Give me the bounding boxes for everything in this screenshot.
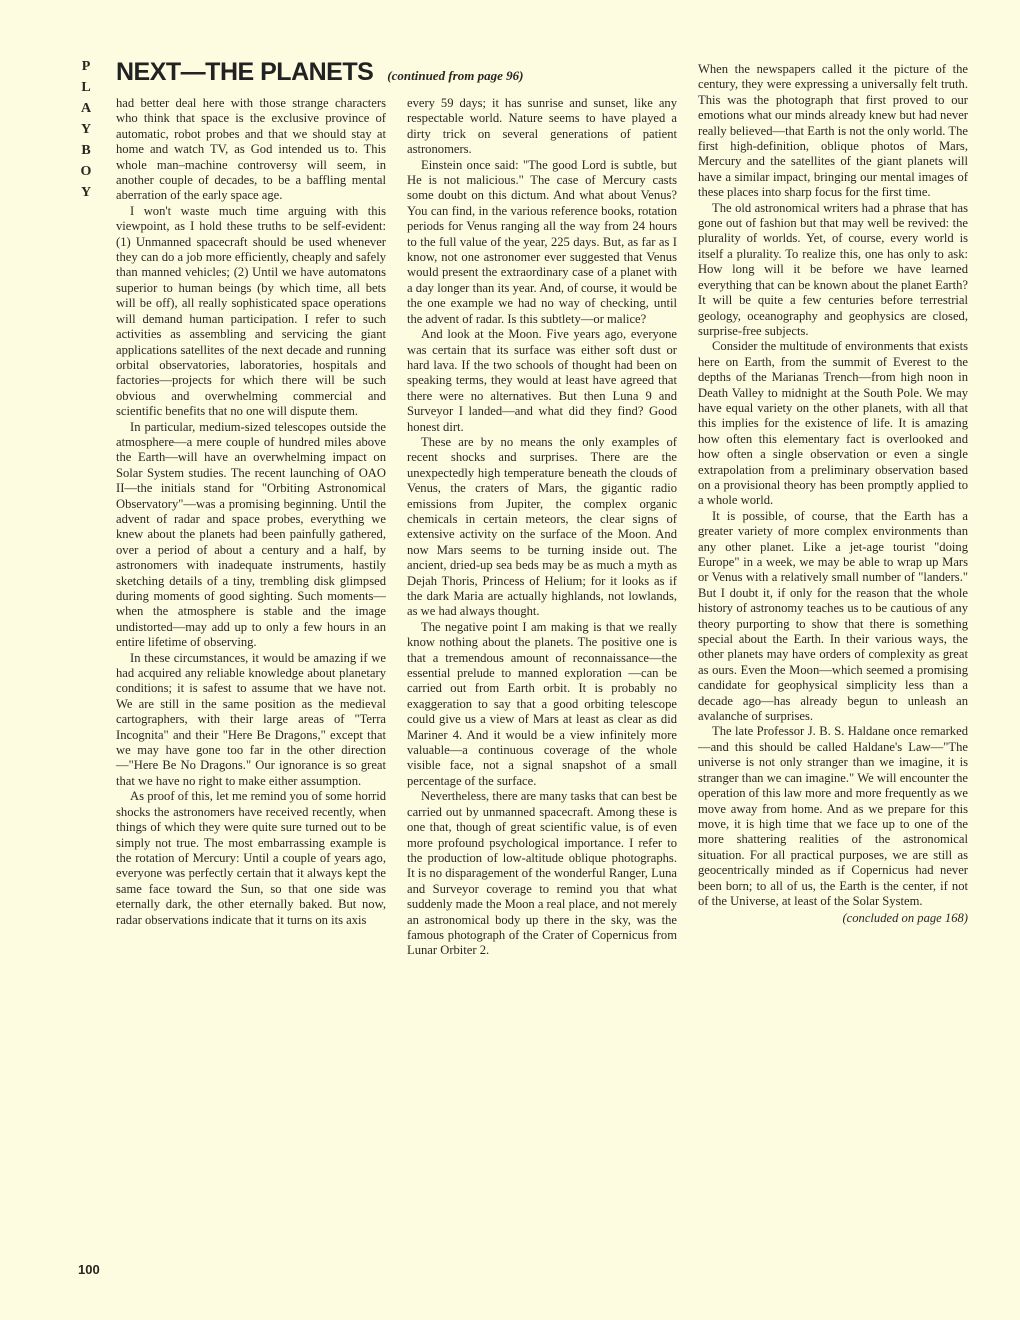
article-paragraph: every 59 days; it has sunrise and sunset, like any respectable world. Nature seems to have played a dirty trick on several generations of patient astronomers. [407, 96, 677, 157]
masthead-letter: Y [80, 185, 92, 200]
article-paragraph: In these circumstances, it would be amazing if we had acquired any reliable knowledge about planetary conditions; it is safest to assume that we have not. We are still in the same position as the medieval cartographers, with their large areas of "Terra Incognita" and their "Here Be Dragons," except that we may have gone too far in the other direction —"Here Be No Dragons." Our ignorance is so great that we have no right to make either assumption. [116, 650, 386, 788]
text-column-3 [698, 62, 968, 927]
masthead-letter: O [80, 164, 92, 179]
continued-note: (continued from page 96) [387, 68, 524, 83]
article-paragraph: had better deal here with those strange characters who think that space is the exclusive province of automatic, robot probes and that we should stay at home and watch TV, as God intended us to. This whole man–machine controversy will seem, in another couple of decades, to be a baffling mental aberration of the early space age. [116, 96, 386, 203]
article-paragraph: Einstein once said: "The good Lord is subtle, but He is not malicious." The case of Mercury casts some doubt on this dictum. And what about Venus? You can find, in the various reference books, rotation periods for Venus ranging all the way from 24 hours to the full value of the year, 225 days. But, as far as I know, not one astronomer ever suggested that Venus would present the extraordinary case of a planet with a day longer than its year. And, of course, it would be the one example we had no way of checking, until the advent of radar. Is this subtlety—or malice? [407, 157, 677, 326]
masthead-letter: P [81, 59, 91, 74]
article-paragraph: As proof of this, let me remind you of some horrid shocks the astronomers have received recently, when things of which they were quite sure turned out to be simply not true. The most embarrassing example is the rotation of Mercury: Until a couple of years ago, everyone was perfectly certain that it always kept the same face toward the Sun, so that one side was eternally dark, the other eternally baked. But now, radar observations indicate that it turns on its axis [116, 789, 386, 927]
masthead-letter: L [81, 80, 91, 95]
article-paragraph: The late Professor J. B. S. Haldane once remarked—and this should be called Haldane's Law—"The universe is not only stranger than we imagine, it is stranger than we can imagine." We will encounter the operation of this law more and more frequently as we move away from home. And as we prepare for this move, it is high time that we face up to one of the more shattering realities of the astronomical situation. For all practical purposes, we are still as geocentrically minded as if Copernicus had never been born; to all of us, the Earth is the center, if not of the Universe, at least of the Solar System. [698, 724, 968, 908]
article-paragraph: The negative point I am making is that we really know nothing about the planets. The positive one is that a tremendous amount of reconnaissance—the essential prelude to manned exploration —can be carried out from Earth orbit. It is probably no exaggeration to say that a good orbiting telescope could give us a view of Mars at least as clear as did Mariner 4. And it would be a view infinitely more valuable—a continuous coverage of the whole visible face, not a signal snapshot of a small percentage of the surface. [407, 619, 677, 788]
headline-row [116, 58, 686, 92]
article-paragraph: The old astronomical writers had a phrase that has gone out of fashion but that may well be revived: the plurality of worlds. Yet, of course, every world is itself a plurality. To realize this, one has only to ask: How long will it be before we have learned everything that can be known about the planet Earth? It will be quite a few centuries before terrestrial geology, oceanography and geophysics are closed, surprise-free subjects. [698, 200, 968, 338]
article-paragraph: Consider the multitude of environments that exists here on Earth, from the summit of Everest to the depths of the Marianas Trench—from high noon in Death Valley to midnight at the South Pole. We may have equal variety on the other planets, with all that this implies for the existence of life. It is amazing how often this elementary fact is overlooked and how often a single observation or even a single extrapolation from a preliminary observation based on a provisional theory has been promptly applied to a whole world. [698, 339, 968, 508]
masthead-letter: B [81, 143, 91, 158]
article-headline: NEXT—THE PLANETS [116, 58, 374, 86]
concluded-note: (concluded on page 168) [842, 911, 968, 926]
article-paragraph: I won't waste much time arguing with this viewpoint, as I hold these truths to be self-evident: (1) Unmanned spacecraft should be used whenever they can do a job more efficiently, cheaply and safely than manned vehicles; (2) Until we have automatons superior to human beings (by which time, all bets will be off), all really sophisticated space operations will demand human participation. I refer to such activities as assembling and servicing the giant applications satellites of the next decade and running orbital observatories, laboratories, hospitals and factories—projects for which there will be such obvious and overwhelming commercial and scientific benefits that no one will dispute them. [116, 203, 386, 419]
text-column-1 [116, 96, 386, 928]
magazine-masthead [78, 56, 94, 203]
page-number: 100 [78, 1262, 100, 1277]
article-paragraph: In particular, medium-sized telescopes outside the atmosphere—a mere couple of hundred miles above the Earth—will have an overwhelming impact on Solar System studies. The recent launching of OAO II—the initials stand for "Orbiting Astronomical Observatory"—was a promising beginning. Until the advent of radar and space probes, everything we knew about the planets had been painfully gathered, over a period of about a century and a half, by astronomers with inadequate instruments, hastily sketching details of a tiny, trembling disk glimpsed during moments of good sighting. Such moments—when the atmosphere is stable and the image undistorted—may add up to only a few hours in an entire lifetime of observing. [116, 419, 386, 650]
article-paragraph: When the newspapers called it the picture of the century, they were expressing a universally felt truth. This was the photograph that first proved to our emotions what our minds already knew but had never really believed—that Earth is not the only world. The first high-definition, oblique photos of Mars, Mercury and the satellites of the giant planets will have a similar impact, bringing our mental images of these places into sharp focus for the first time. [698, 62, 968, 200]
article-paragraph: Nevertheless, there are many tasks that can best be carried out by unmanned spacecraft. Among these is one that, though of great scientific value, is of even more profound psychological importance. I refer to the production of low-altitude oblique photographs. It is no disparagement of the wonderful Ranger, Luna and Surveyor coverage to remind you that what suddenly made the Moon a real place, and not merely an astronomical body up there in the sky, was the famous photograph of the Crater of Copernicus from Lunar Orbiter 2. [407, 789, 677, 958]
masthead-letter: A [80, 101, 92, 116]
article-paragraph: These are by no means the only examples of recent shocks and surprises. There are the unexpectedly high temperature beneath the clouds of Venus, the craters of Mars, the gigantic radio emissions from Jupiter, the complex organic chemicals in certain meteors, the clear signs of extensive activity on the surface of the Moon. And now Mars seems to be turning inside out. The ancient, dried-up sea beds may be as much a myth as Dejah Thoris, Princess of Helium; for it looks as if the dark Maria are actually highlands, not lowlands, as we had always thought. [407, 434, 677, 619]
masthead-letter: Y [80, 122, 92, 137]
text-column-2 [407, 96, 677, 959]
article-paragraph: It is possible, of course, that the Earth has a greater variety of more complex environments than any other planet. Like a jet-age tourist "doing Europe" in a week, we may be able to wrap up Mars or Venus with a relatively small number of "landers." But I doubt it, if only for the reason that the whole history of astronomy teaches us to be cautious of any theory purporting to show that there is something special about the Earth. In their various ways, the other planets may have orders of complexity as great as ours. Even the Moon—which seemed a promising candidate for geophysical simplicity less than a decade ago—has already begun to unleash an avalanche of surprises. [698, 508, 968, 724]
article-paragraph: And look at the Moon. Five years ago, everyone was certain that its surface was either soft dust or hard lava. If the two schools of thought had been on speaking terms, they would at least have agreed that there were no alternatives. But then Luna 9 and Surveyor I landed—and what did they find? Good honest dirt. [407, 327, 677, 434]
